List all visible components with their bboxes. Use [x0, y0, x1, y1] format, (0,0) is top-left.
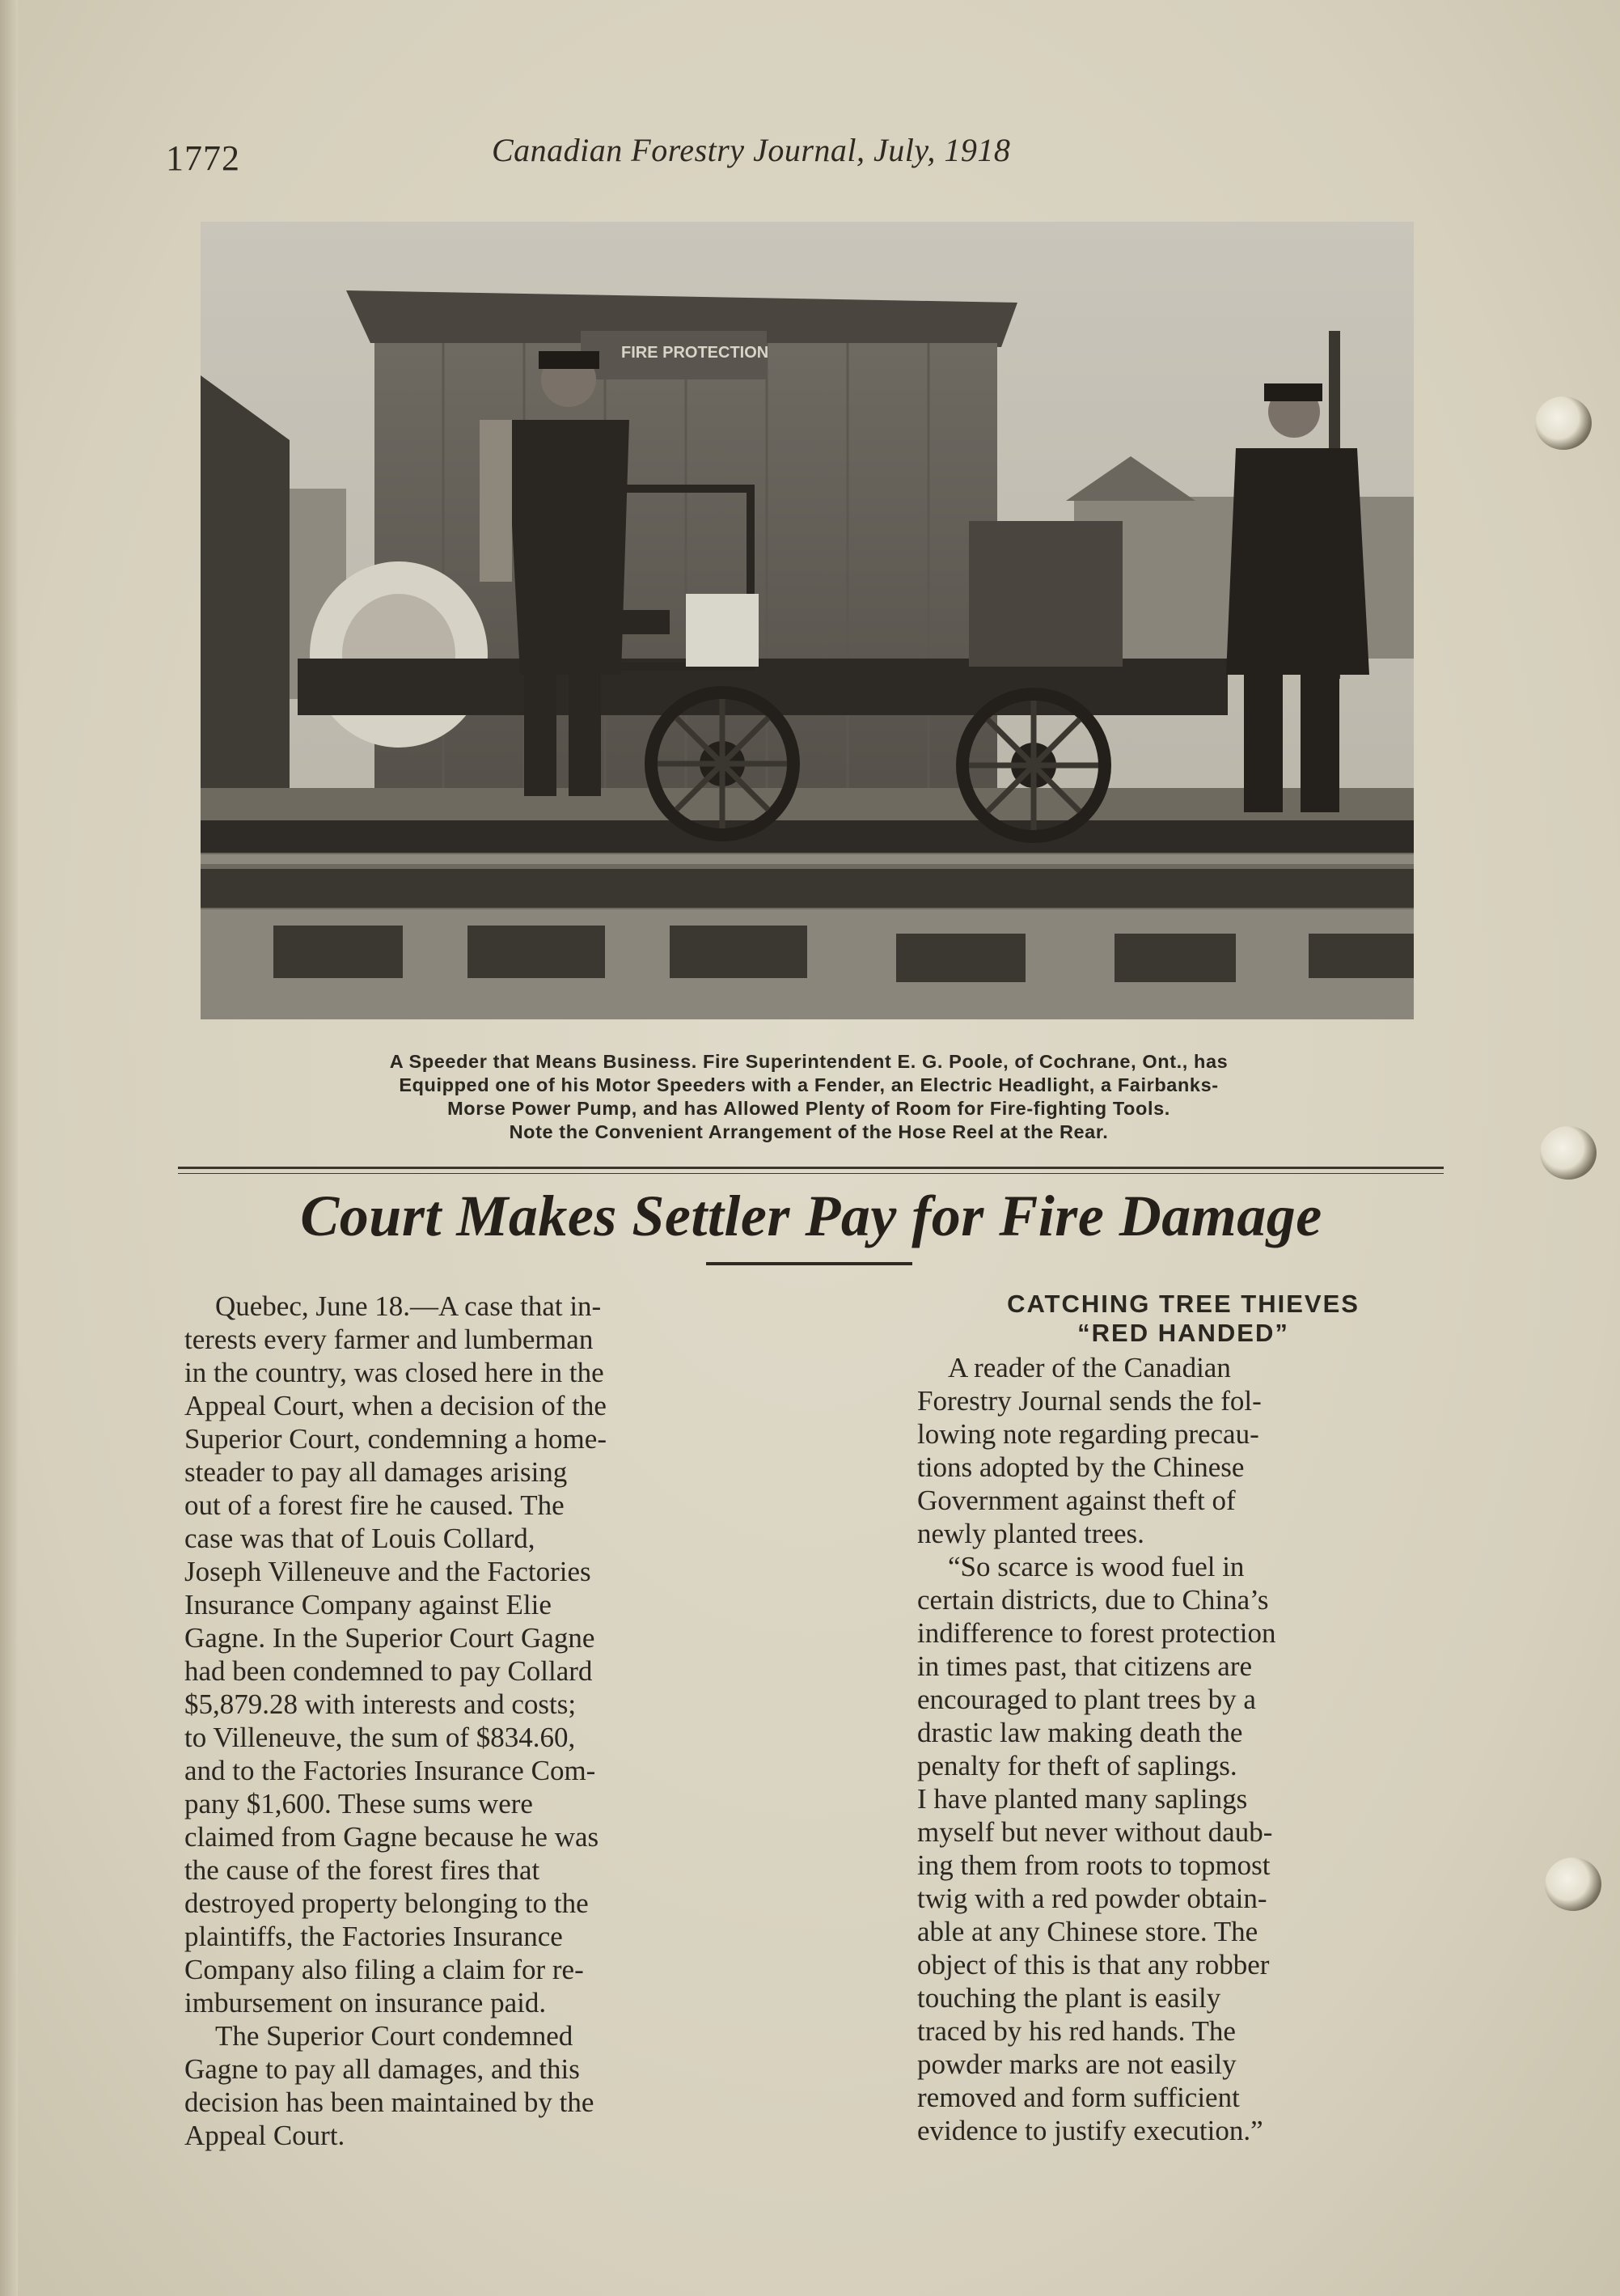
article-headline: Court Makes Settler Pay for Fire Damage [300, 1184, 1322, 1248]
text-line: lowing note regarding precau- [917, 1418, 1259, 1450]
page-binding-edge [0, 0, 18, 2296]
text-line: pany $1,600. These sums were [184, 1788, 533, 1819]
text-line: $5,879.28 with interests and costs; [184, 1688, 577, 1720]
text-line: able at any Chinese store. The [917, 1916, 1258, 1947]
text-line: imbursement on insurance paid. [184, 1987, 547, 2019]
text-line: drastic law making death the [917, 1717, 1243, 1748]
running-header: Canadian Forestry Journal, July, 1918 [492, 132, 1011, 168]
sidebar-heading-line-1: CATCHING TREE THIEVES [1007, 1290, 1360, 1318]
sidebar-heading-line-2: “RED HANDED” [1077, 1319, 1289, 1347]
text-line: Forestry Journal sends the fol- [917, 1385, 1262, 1417]
text-line: had been condemned to pay Collard [184, 1655, 593, 1687]
text-line: to Villeneuve, the sum of $834.60, [184, 1722, 576, 1753]
text-line: Appeal Court, when a decision of the [184, 1390, 607, 1421]
caption-line: Morse Power Pump, and has Allowed Plenty of Room for Fire-fighting Tools. [447, 1098, 1170, 1119]
text-line: Joseph Villeneuve and the Factories [184, 1556, 591, 1587]
text-line: touching the plant is easily [917, 1982, 1221, 2014]
text-line: in times past, that citizens are [917, 1650, 1253, 1682]
shed-sign-text: FIRE PROTECTION [621, 344, 769, 362]
text-line: newly planted trees. [917, 1518, 1144, 1549]
photo-caption [194, 1050, 1423, 1144]
text-line: in the country, was closed here in the [184, 1357, 604, 1388]
text-line: encouraged to plant trees by a [917, 1684, 1256, 1715]
text-line: twig with a red powder obtain- [917, 1883, 1267, 1914]
text-line: terests every farmer and lumberman [184, 1324, 594, 1355]
binder-hole-icon [1545, 1858, 1601, 1911]
headline-underline [706, 1262, 912, 1265]
text-line: plaintiffs, the Factories Insurance [184, 1921, 563, 1952]
text-line: “So scarce is wood fuel in [948, 1551, 1245, 1582]
speeder-photo [201, 222, 1414, 1019]
text-line: Gagne. In the Superior Court Gagne [184, 1622, 595, 1654]
text-line: removed and form sufficient [917, 2082, 1240, 2113]
binder-hole-icon [1535, 396, 1592, 450]
speeder-photo-illustration [201, 222, 1414, 1019]
text-line: I have planted many saplings [917, 1783, 1248, 1815]
text-line: Quebec, June 18.—A case that in- [215, 1290, 602, 1322]
text-line: Government against theft of [917, 1485, 1236, 1516]
caption-line: Equipped one of his Motor Speeders with a Fender, an Electric Headlight, a Fairbanks- [399, 1074, 1219, 1095]
text-line: Gagne to pay all damages, and this [184, 2053, 580, 2085]
section-divider [178, 1167, 1444, 1174]
text-line: the cause of the forest fires that [184, 1854, 540, 1886]
text-line: traced by his red hands. The [917, 2015, 1236, 2047]
text-line: and to the Factories Insurance Com- [184, 1755, 596, 1786]
text-line: Company also filing a claim for re- [184, 1954, 584, 1985]
caption-line: Note the Convenient Arrangement of the Hose Reel at the Rear. [509, 1121, 1109, 1142]
caption-line: A Speeder that Means Business. Fire Superintendent E. G. Poole, of Cochrane, Ont., has [389, 1051, 1229, 1072]
text-line: Superior Court, condemning a home- [184, 1423, 607, 1455]
text-line: destroyed property belonging to the [184, 1887, 589, 1919]
text-line: steader to pay all damages arising [184, 1456, 568, 1488]
text-line: Insurance Company against Elie [184, 1589, 552, 1620]
page-number: 1772 [166, 138, 240, 178]
binder-hole-icon [1540, 1126, 1597, 1180]
text-line: Appeal Court. [184, 2120, 345, 2151]
sidebar-heading [917, 1290, 1449, 1348]
text-line: evidence to justify execution.” [917, 2115, 1263, 2146]
text-line: powder marks are not easily [917, 2048, 1237, 2080]
article-column-right [917, 1290, 1449, 2147]
text-line: decision has been maintained by the [184, 2086, 594, 2118]
text-line: case was that of Louis Collard, [184, 1523, 535, 1554]
text-line: claimed from Gagne because he was [184, 1821, 599, 1853]
text-line: tions adopted by the Chinese [917, 1451, 1245, 1483]
text-line: The Superior Court condemned [215, 2020, 573, 2052]
text-line: object of this is that any robber [917, 1949, 1270, 1980]
text-line: ing them from roots to topmost [917, 1849, 1271, 1881]
text-line: A reader of the Canadian [948, 1352, 1231, 1383]
text-line: certain districts, due to China’s [917, 1584, 1269, 1616]
article-column-left [184, 1290, 799, 2152]
text-line: penalty for theft of saplings. [917, 1750, 1237, 1781]
text-line: indifference to forest protection [917, 1617, 1276, 1649]
text-line: out of a forest fire he caused. The [184, 1489, 565, 1521]
text-line: myself but never without daub- [917, 1816, 1273, 1848]
